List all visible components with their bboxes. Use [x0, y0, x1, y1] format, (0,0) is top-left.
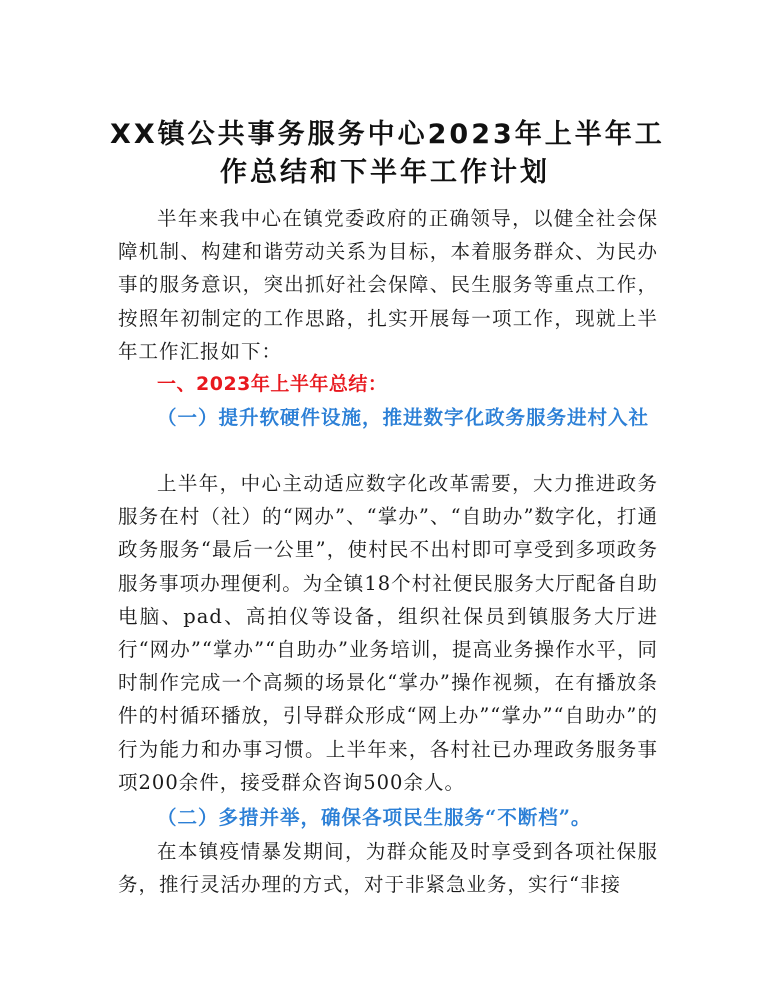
document-title-line-2: 作总结和下半年工作计划: [220, 157, 550, 188]
digital-services-paragraph: 上半年，中心主动适应数字化改革需要，大力推进政务服务在村（社）的“网办”、“掌办”、“自助办”数字化，打通政务服务“最后一公里”，使村民不出村即可享受到多项政务服务事项办理便利。为全镇18个村社便民服务大厅配备自助电脑、pad、高拍仪等设备，组织社保员到镇服务大厅进行“网办”“掌办”“自助办”业务培训，提高业务操作水平，同时制作完成一个高频的场景化“掌办”操作视频，在有播放条件的村循环播放，引导群众形成“网上办”“掌办”“自助办”的行为能力和办事习惯。上半年来，各村社已办理政务服务事项200余件，接受群众咨询500余人。: [118, 472, 658, 794]
subsection-heading-digital-services: （一）提升软硬件设施，推进数字化政务服务进村入社: [157, 406, 650, 429]
document-title-line-1: XX镇公共事务服务中心2023年上半年工: [110, 119, 665, 150]
intro-paragraph: 半年来我中心在镇党委政府的正确领导，以健全社会保障机制、构建和谐劳动关系为目标，本着服务群众、为民办事的服务意识，突出抓好社会保障、民生服务等重点工作，按照年初制定的工作思路，扎实开展每一项工作，现就上半年工作汇报如下：: [118, 207, 658, 363]
livelihood-services-paragraph: 在本镇疫情暴发期间，为群众能及时享受到各项社保服务，推行灵活办理的方式，对于非紧急业务，实行“非接: [118, 840, 658, 897]
section-heading-first-half-summary: 一、2023年上半年总结：: [157, 373, 388, 395]
subsection-heading-livelihood-services: （二）多措并举，确保各项民生服务“不断档”。: [157, 806, 592, 829]
